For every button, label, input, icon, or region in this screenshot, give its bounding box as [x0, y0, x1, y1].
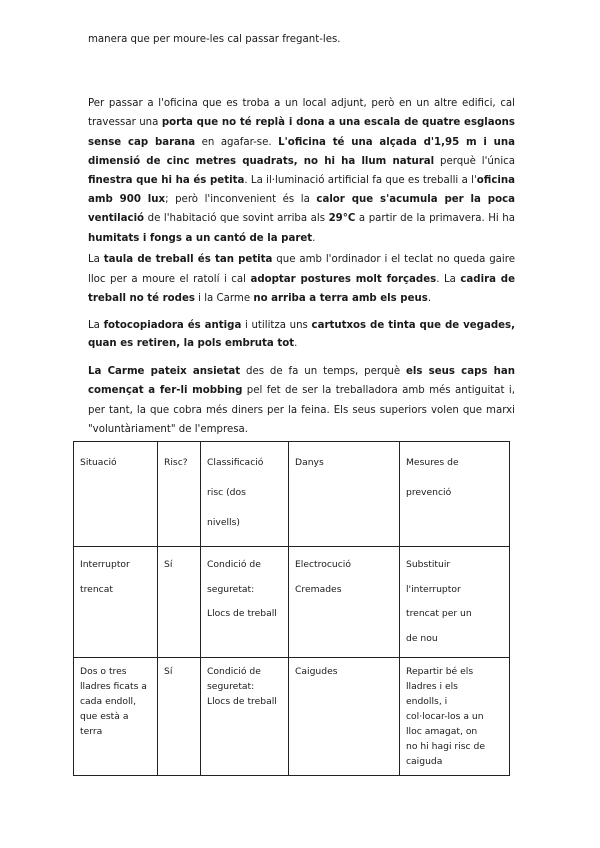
cell-line: Llocs de treball: [207, 608, 277, 619]
header-cell: [74, 442, 158, 547]
cell-line: seguretat:: [207, 583, 255, 595]
cell-line: Substituir: [406, 559, 451, 570]
cell-line: trencat: [80, 583, 113, 595]
cell-line: lloc amagat, on: [406, 726, 478, 737]
bold-text-run: cadira de treball no té rodes: [88, 273, 515, 305]
cell-line: de nou: [406, 632, 438, 644]
table-cell: [74, 547, 158, 658]
table-cell: [400, 547, 510, 658]
cell-line: Cremades: [295, 583, 342, 595]
cell-line: Electrocució: [295, 559, 351, 570]
intro-line: manera que per moure-les cal passar fregant-les.: [88, 34, 341, 45]
cell-line: lladres ficats a: [80, 681, 147, 692]
bold-text-run: cartutxos de tinta que de vegades, quan es retiren, la pols embruta tot: [88, 320, 515, 349]
cell-line: Condició de: [207, 559, 261, 570]
cell-line: Classificació: [207, 457, 264, 468]
table-cell: [158, 658, 201, 776]
bold-text-run: finestra que hi ha és petita: [88, 175, 245, 186]
cell-line: l'interruptor: [406, 583, 461, 595]
table-header-row: [74, 442, 510, 547]
cell-line: no hi hagi risc de: [406, 741, 485, 752]
text-run: pel fet de ser la treballadora amb més antiguitat i, per tant, la que cobra més diners per la feina. Els seus superiors volen que marxi "voluntàriament" de l'empresa.: [88, 385, 515, 435]
bold-text-run: oficina amb 900 lux: [88, 175, 516, 206]
cell-line: Sí: [164, 559, 173, 570]
cell-line: Dos o tres: [80, 666, 127, 677]
cell-line: trencat per un: [406, 608, 472, 619]
bold-text-run: La Carme pateix ansietat: [88, 366, 241, 378]
text-run: La: [88, 254, 104, 266]
text-run: i la Carme: [194, 293, 254, 305]
table-cell: [289, 658, 400, 776]
text-run: i utilitza uns: [241, 320, 312, 332]
bold-text-run: porta que no té replà i dona a una escala de quatre esglaons sense cap barana: [88, 117, 515, 148]
cell-line: que està a: [80, 711, 129, 722]
cell-line: prevenció: [406, 487, 452, 498]
table-row: [74, 658, 510, 776]
text-run: de l'habitació que sovint arriba als: [144, 213, 329, 225]
text-run: en agafar-se.: [195, 136, 279, 148]
cell-line: Sí: [164, 666, 173, 677]
table-cell: [201, 658, 289, 776]
bold-text-run: fotocopiadora és antiga: [103, 320, 242, 332]
text-run: des de fa un temps, perquè: [240, 366, 406, 378]
risk-table: [73, 441, 510, 776]
table-cell: [289, 547, 400, 658]
table-cell: [201, 547, 289, 658]
table-cell: [400, 658, 510, 776]
cell-line: Mesures de: [406, 457, 459, 468]
bold-text-run: els seus caps han començat a fer-li mobbing: [88, 366, 516, 397]
bold-text-run: L'oficina té una alçada d'1,95 m i una dimensió de cinc metres quadrats, no hi ha llum natural: [88, 136, 515, 167]
cell-line: Situació: [80, 457, 117, 468]
table-row: [74, 547, 510, 658]
text-run: que amb l'ordinador i el teclat no queda gaire lloc per a moure el ratolí i cal: [88, 254, 515, 285]
cell-line: Danys: [295, 457, 324, 468]
cell-line: Interruptor: [80, 559, 130, 570]
cell-line: terra: [80, 726, 103, 737]
paragraph-desk: [88, 250, 515, 309]
text-run: a partir de la primavera. Hi ha: [355, 213, 515, 225]
bold-text-run: taula de treball és tan petita: [103, 254, 273, 266]
text-run: perquè l'única: [434, 155, 515, 167]
text-run: La: [88, 320, 104, 332]
text-run: .: [427, 293, 432, 305]
text-run: ; però l'inconvenient és la: [165, 194, 317, 206]
paragraph-anxiety: [88, 362, 515, 439]
cell-line: Risc?: [164, 457, 188, 468]
table-cell: [158, 547, 201, 658]
cell-line: cada endoll,: [80, 696, 137, 707]
cell-line: lladres i els: [406, 681, 458, 692]
bold-text-run: no arriba a terra amb els peus: [253, 293, 428, 305]
table-cell: [74, 658, 158, 776]
header-cell: [400, 442, 510, 547]
cell-line: Caigudes: [295, 666, 338, 677]
bold-text-run: 29°C: [328, 213, 356, 225]
cell-line: Condició de: [207, 666, 261, 677]
bold-text-run: humitats i fongs a un cantó de la paret: [88, 232, 313, 244]
cell-line: Repartir bé els: [406, 666, 474, 677]
text-run: . La il·luminació artificial fa que es treballi a l': [244, 175, 477, 186]
cell-line: endolls, i: [406, 696, 448, 707]
bold-text-run: calor que s'acumula per la poca ventilació: [88, 194, 515, 225]
text-run: . La: [436, 273, 461, 285]
cell-line: Llocs de treball: [207, 696, 277, 707]
header-cell: [289, 442, 400, 547]
bold-text-run: adoptar postures molt forçades: [250, 273, 437, 285]
text-run: Per passar a l'oficina que es troba a un local adjunt, però en un altre edifici, cal travessar una: [88, 98, 515, 129]
header-cell: [201, 442, 289, 547]
cell-line: risc (dos: [207, 487, 246, 498]
cell-line: col·locar-los a un: [406, 711, 484, 722]
text-run: .: [312, 232, 316, 244]
paragraph-office: [88, 94, 515, 248]
header-cell: [158, 442, 201, 547]
text-run: .: [294, 337, 298, 349]
cell-line: caiguda: [406, 756, 443, 767]
cell-line: nivells): [207, 517, 240, 528]
cell-line: seguretat:: [207, 681, 255, 692]
paragraph-photocopier: [88, 317, 515, 352]
